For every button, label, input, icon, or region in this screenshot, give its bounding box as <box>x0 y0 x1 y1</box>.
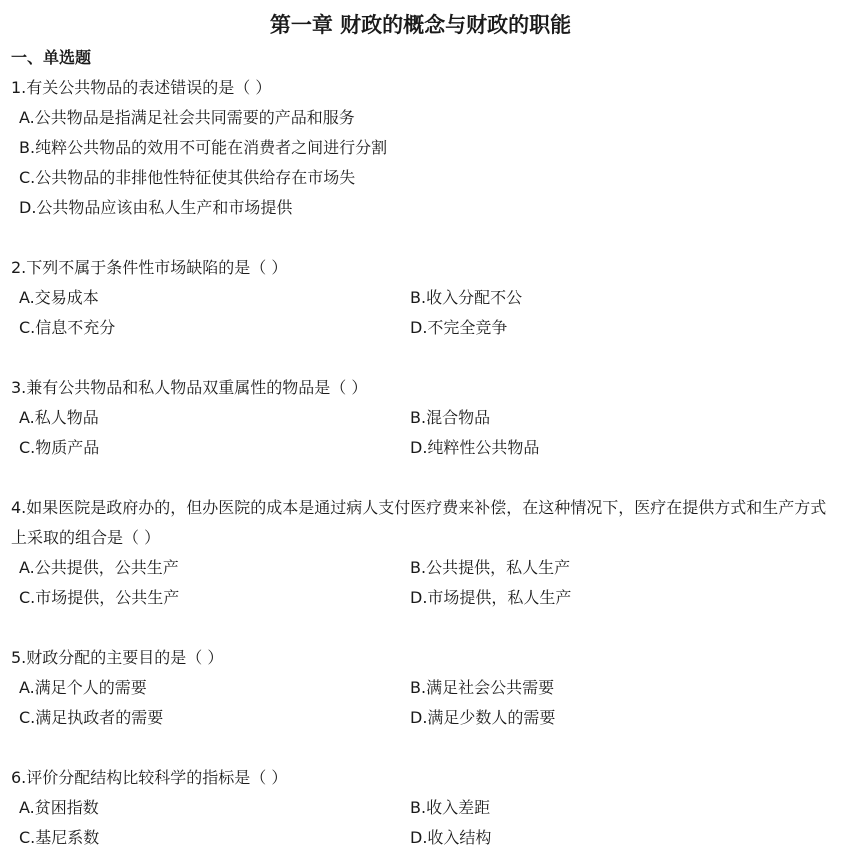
option-c: C.公共物品的非排他性特征使其供给存在市场失 <box>19 168 356 187</box>
page-title: 第一章 财政的概念与财政的职能 <box>269 13 572 37</box>
question-5 <box>0 643 841 733</box>
option-d: D.市场提供，私人生产 <box>410 588 572 607</box>
section-heading: 一、单选题 <box>11 48 92 67</box>
question-stem: 3.兼有公共物品和私人物品双重属性的物品是（ ） <box>11 378 368 397</box>
option-d: D.收入结构 <box>410 828 492 847</box>
option-c: C.市场提供，公共生产 <box>19 588 180 607</box>
option-c: C.基尼系数 <box>19 828 100 847</box>
option-a: A.满足个人的需要 <box>19 678 147 697</box>
option-c: C.满足执政者的需要 <box>19 708 164 727</box>
question-stem: 1.有关公共物品的表述错误的是（ ） <box>11 78 272 97</box>
option-b: B.收入分配不公 <box>410 288 523 307</box>
option-a: A.私人物品 <box>19 408 99 427</box>
option-b: B.公共提供，私人生产 <box>410 558 571 577</box>
question-stem: 4.如果医院是政府办的，但办医院的成本是通过病人支付医疗费来补偿，在这种情况下，医疗在提供方式和生产方式上采取的组合是（ ） <box>11 498 827 547</box>
question-stem: 2.下列不属于条件性市场缺陷的是（ ） <box>11 258 288 277</box>
option-b: B.混合物品 <box>410 408 491 427</box>
question-4 <box>0 493 841 613</box>
option-a: A.公共物品是指满足社会共同需要的产品和服务 <box>19 108 355 127</box>
option-d: D.纯粹性公共物品 <box>410 438 540 457</box>
question-2 <box>0 253 841 343</box>
question-stem: 6.评价分配结构比较科学的指标是（ ） <box>11 768 288 787</box>
question-6 <box>0 763 841 853</box>
option-d: D.公共物品应该由私人生产和市场提供 <box>19 198 293 217</box>
option-d: D.满足少数人的需要 <box>410 708 556 727</box>
option-b: B.纯粹公共物品的效用不可能在消费者之间进行分割 <box>19 138 388 157</box>
question-stem: 5.财政分配的主要目的是（ ） <box>11 648 224 667</box>
question-1 <box>0 73 841 223</box>
option-b: B.收入差距 <box>410 798 491 817</box>
option-c: C.物质产品 <box>19 438 100 457</box>
option-a: A.贫困指数 <box>19 798 99 817</box>
option-a: A.交易成本 <box>19 288 99 307</box>
question-3 <box>0 373 841 463</box>
option-b: B.满足社会公共需要 <box>410 678 555 697</box>
option-a: A.公共提供，公共生产 <box>19 558 179 577</box>
option-c: C.信息不充分 <box>19 318 116 337</box>
option-d: D.不完全竞争 <box>410 318 508 337</box>
